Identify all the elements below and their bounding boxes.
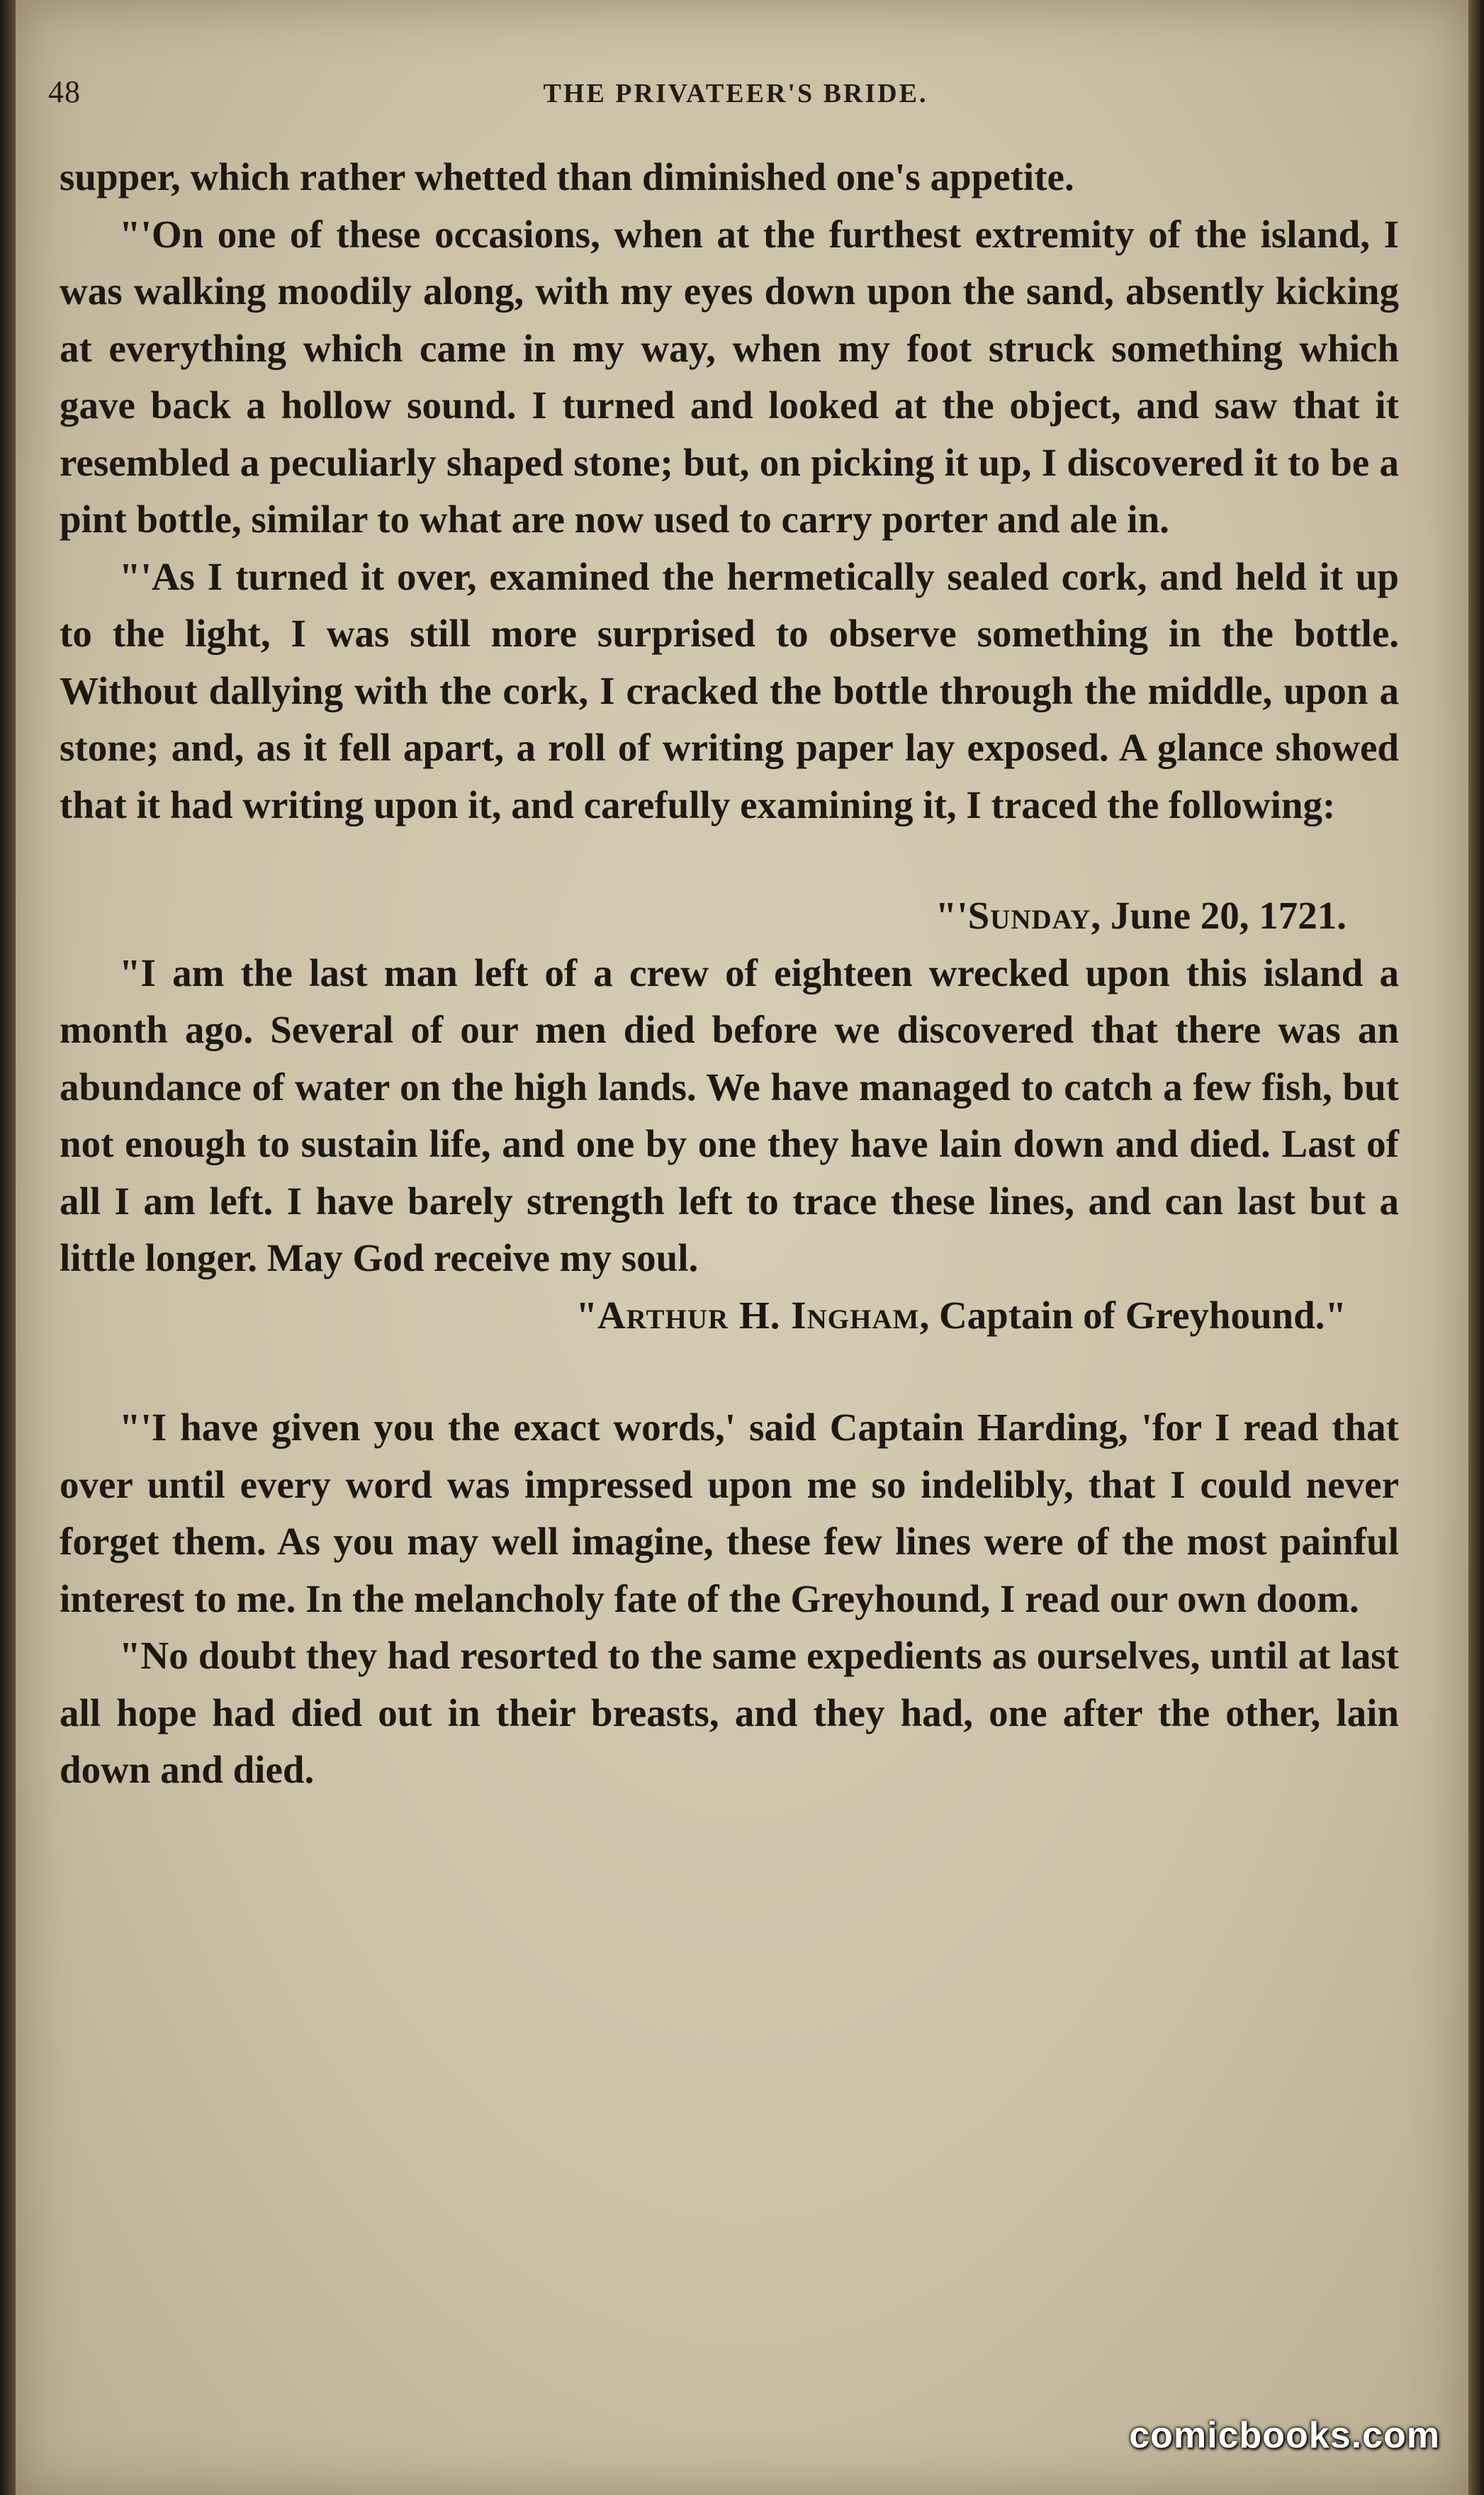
signature-name: Arthur H. Ingham xyxy=(597,1293,920,1337)
paragraph-3: "'As I turned it over, examined the hermetically sealed cork, and held it up to the light, I was still more surprised to observe something in the bottle. Without dallying with the cork, I cracked the bottle through the middle, upon a stone; and, as it fell apart, a roll of writing paper lay exposed. A glance showed that it had writing upon it, and carefully examining it, I traced the following: xyxy=(60,554,1399,826)
letter-body: "I am the last man left of a crew of eighteen wrecked upon this island a month ago. Several of our men died before we discovered that there was an abundance of water on the high lands. We have managed to catch a few fish, but not enough to sustain life, and one by one they have lain down and died. Last of all I am left. I have barely strength left to trace these lines, and can last but a little longer. May God receive my soul. xyxy=(60,951,1399,1279)
paragraph-1: supper, which rather whetted than diminished one's appetite. xyxy=(60,155,1074,198)
paragraph-2: "'On one of these occasions, when at the furthest extremity of the island, I was walking moodily along, with my eyes down upon the sand, absently kicking at everything which came in my way, when my foot struck something which gave back a hollow sound. I turned and looked at the object, and saw that it resembled a peculiarly shaped stone; but, on picking it up, I discovered it to be a pint bottle, similar to what are now used to carry porter and ale in. xyxy=(60,212,1399,541)
paragraph-5: "'I have given you the exact words,' said Captain Harding, 'for I read that over until every word was impressed upon me so indelibly, that I could never forget them. As you may well imagine, these few lines were of the most painful interest to me. In the melancholy fate of the Greyhound, I read our own doom. xyxy=(60,1406,1399,1620)
signature-title: , Captain of Greyhound." xyxy=(919,1293,1347,1337)
body-text xyxy=(60,149,1399,1799)
page-number: 48 xyxy=(48,74,81,109)
letter-dateline xyxy=(60,887,1399,945)
dateline-date: , June 20, 1721. xyxy=(1091,894,1347,937)
running-head: THE PRIVATEER'S BRIDE. xyxy=(543,79,928,108)
book-page xyxy=(16,0,1468,2495)
page-header xyxy=(48,74,1423,116)
page-edge-left xyxy=(0,0,16,2495)
watermark: comicbooks.com xyxy=(1129,2415,1440,2456)
signature-quote: " xyxy=(575,1293,597,1337)
dateline-day: Sunday xyxy=(967,894,1091,937)
paragraph-6: "No doubt they had resorted to the same expedients as ourselves, until at last all hope had died out in their breasts, and they had, one after the other, lain down and died. xyxy=(60,1634,1399,1791)
dateline-quote: "' xyxy=(935,894,968,937)
page-edge-right xyxy=(1468,0,1484,2495)
letter-signature xyxy=(60,1287,1399,1345)
